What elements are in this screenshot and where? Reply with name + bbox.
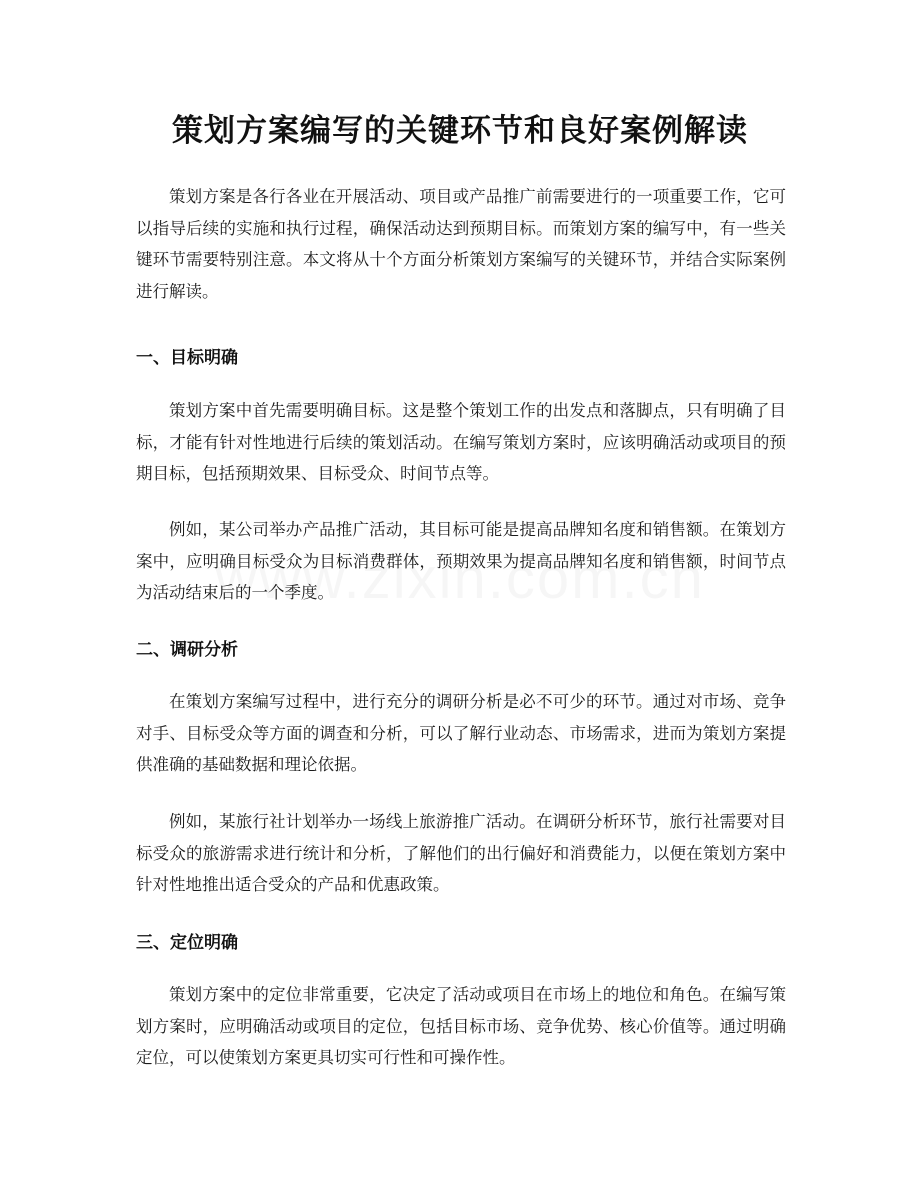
section-heading-3: 三、定位明确 [136,933,238,953]
section-2-paragraph-2: 例如，某旅行社计划举办一场线上旅游推广活动。在调研分析环节，旅行社需要对目标受众的旅游需求进行统计和分析，了解他们的出行偏好和消费能力，以便在策划方案中针对性地推出适合受众的产品和优惠政策。 [136,812,786,894]
section-3-paragraph-1: 策划方案中的定位非常重要，它决定了活动或项目在市场上的地位和角色。在编写策划方案时，应明确活动或项目的定位，包括目标市场、竞争优势、核心价值等。通过明确定位，可以使策划方案更具切实可行性和可操作性。 [136,985,786,1067]
section-heading-1: 一、目标明确 [136,348,238,368]
section-2-paragraph-1: 在策划方案编写过程中，进行充分的调研分析是必不可少的环节。通过对市场、竞争对手、目标受众等方面的调查和分析，可以了解行业动态、市场需求，进而为策划方案提供准确的基础数据和理论依据。 [136,692,786,774]
document-title: 策划方案编写的关键环节和良好案例解读 [172,113,748,149]
section-1-paragraph-1: 策划方案中首先需要明确目标。这是整个策划工作的出发点和落脚点，只有明确了目标，才能有针对性地进行后续的策划活动。在编写策划方案时，应该明确活动或项目的预期目标，包括预期效果、目标受众、时间节点等。 [136,401,786,483]
section-heading-2: 二、调研分析 [136,640,238,660]
section-1-paragraph-2: 例如，某公司举办产品推广活动，其目标可能是提高品牌知名度和销售额。在策划方案中，应明确目标受众为目标消费群体，预期效果为提高品牌知名度和销售额，时间节点为活动结束后的一个季度。 [136,520,786,602]
intro-paragraph: 策划方案是各行各业在开展活动、项目或产品推广前需要进行的一项重要工作，它可以指导后续的实施和执行过程，确保活动达到预期目标。而策划方案的编写中，有一些关键环节需要特别注意。本文将从十个方面分析策划方案编写的关键环节，并结合实际案例进行解读。 [136,187,786,301]
